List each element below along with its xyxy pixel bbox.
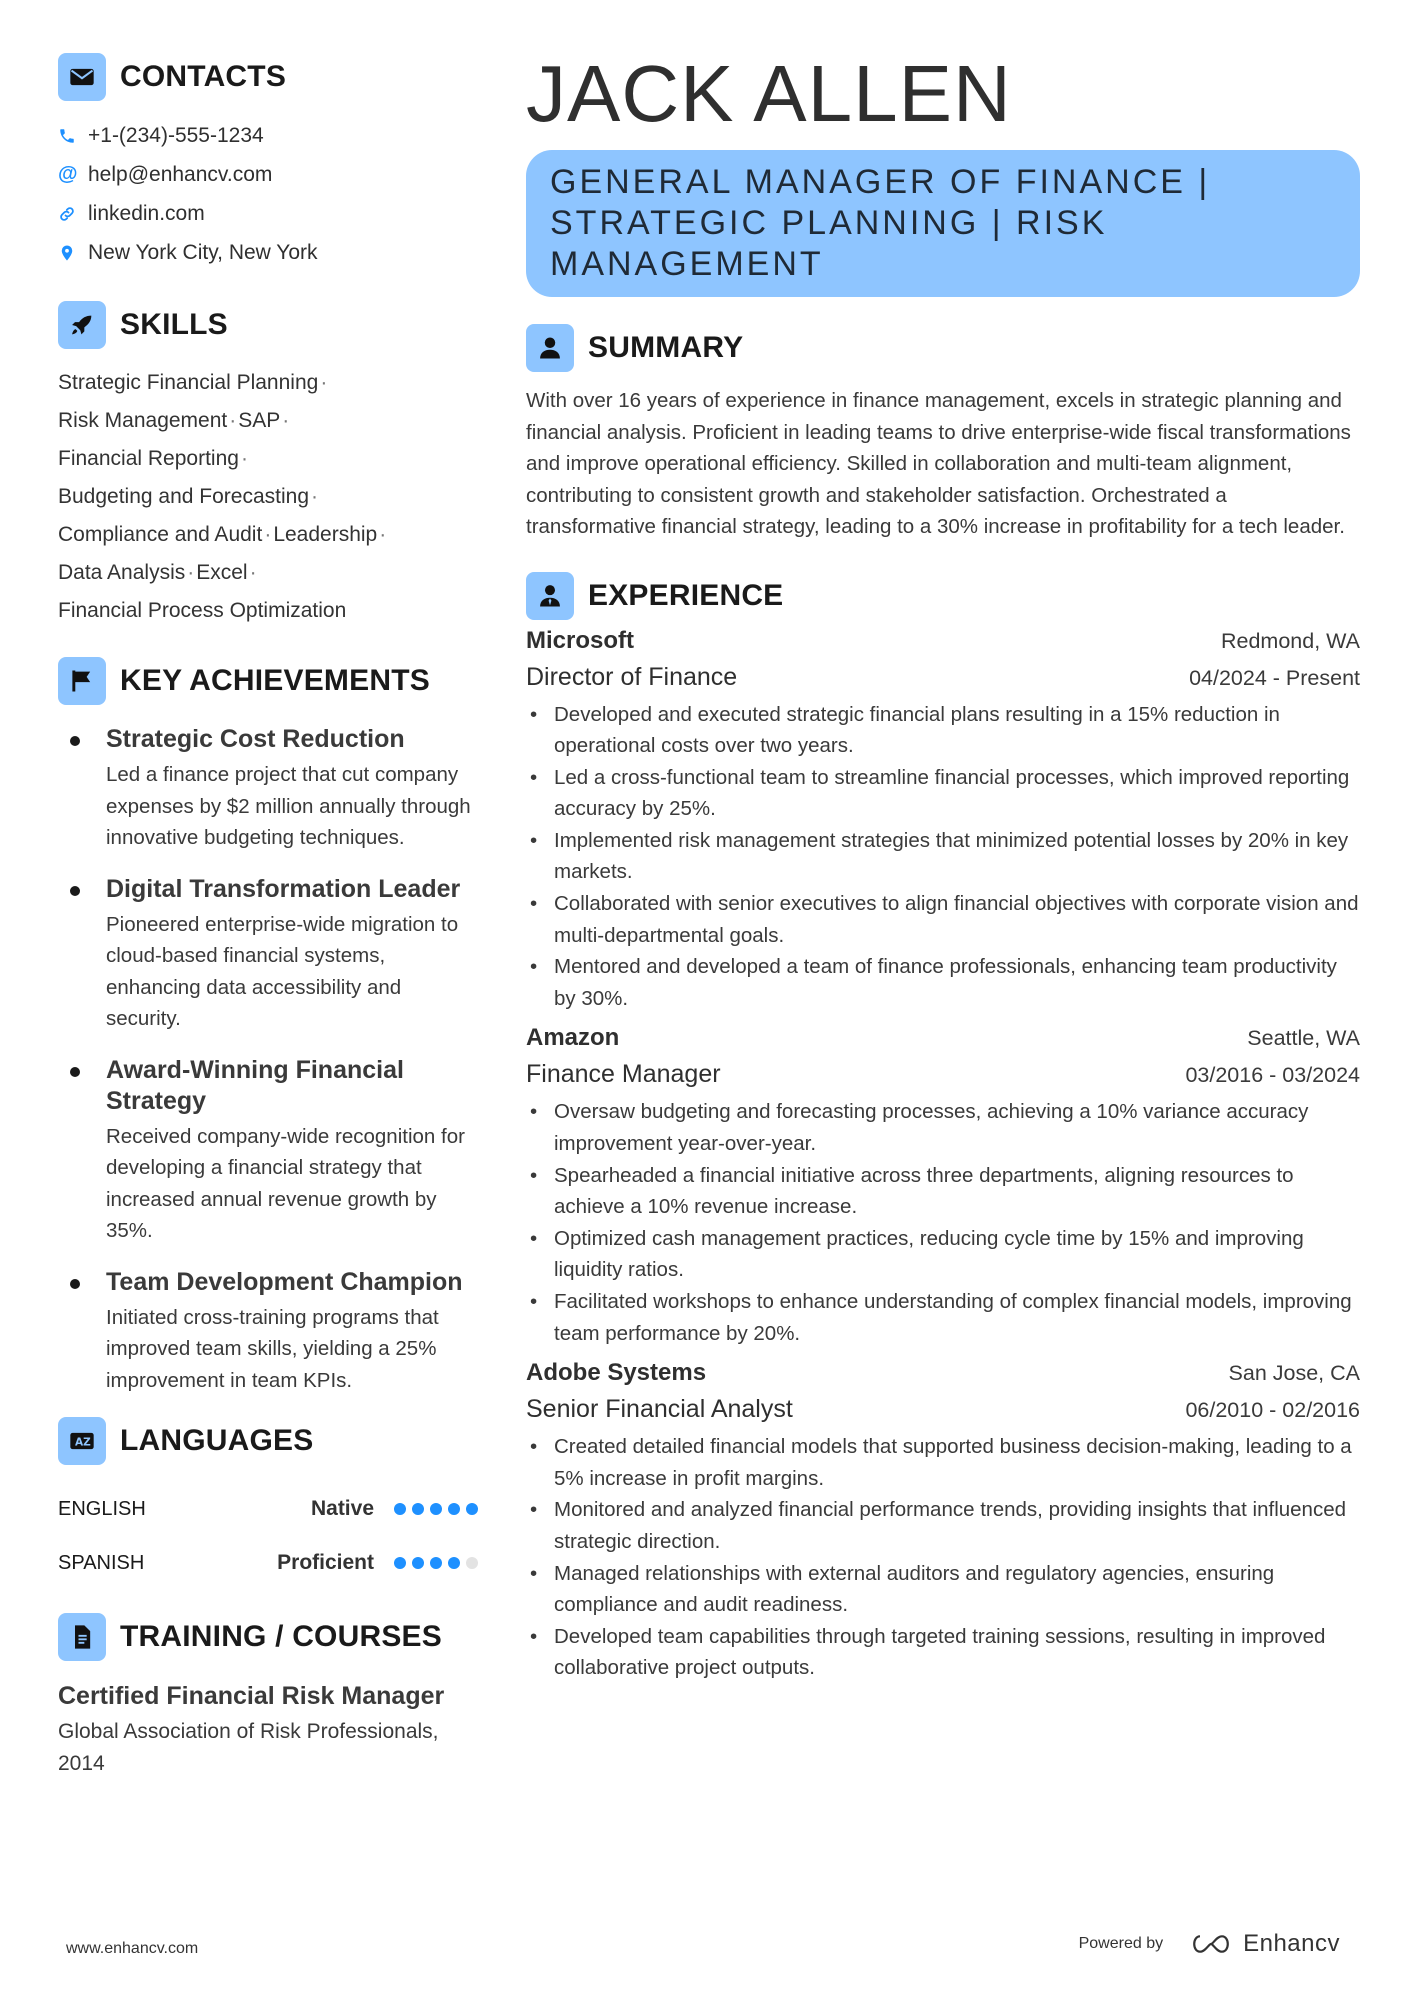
- achievement-title: Strategic Cost Reduction: [106, 725, 405, 753]
- skill-separator: ·: [282, 409, 290, 432]
- at-icon: @: [58, 163, 78, 185]
- language-name: SPANISH: [58, 1551, 145, 1574]
- job-role: Senior Financial Analyst: [526, 1395, 793, 1424]
- skill-separator: ·: [240, 447, 248, 470]
- achievement-item: [58, 874, 478, 1035]
- language-name: ENGLISH: [58, 1497, 146, 1520]
- skill-item: Data Analysis: [58, 561, 186, 584]
- headline-line-3: MANAGEMENT: [550, 245, 824, 283]
- job-dates: 06/2010 - 02/2016: [1185, 1398, 1360, 1423]
- contact-location: [58, 233, 478, 272]
- job-header: [526, 1359, 1360, 1395]
- company-name: Microsoft: [526, 626, 634, 654]
- translate-icon: [58, 1417, 106, 1465]
- bullet-icon: [70, 736, 80, 746]
- language-row: [58, 1536, 478, 1590]
- skill-item: Financial Reporting: [58, 447, 239, 470]
- skill-separator: ·: [249, 561, 257, 584]
- achievement-title: Team Development Champion: [106, 1267, 463, 1296]
- contacts-header: [58, 52, 478, 102]
- job-subheader: [526, 1060, 1360, 1096]
- headline-line-1: GENERAL MANAGER OF FINANCE |: [550, 163, 1211, 201]
- skill-line: [58, 440, 478, 478]
- language-level: Native: [310, 1497, 374, 1520]
- skill-item: Financial Process Optimization: [58, 599, 347, 622]
- skills-header: [58, 300, 478, 350]
- job-bullet: • Monitored and analyzed financial performance trends, providing insights that influenced strategic direction.: [526, 1494, 1360, 1557]
- achievement-desc: Pioneered enterprise-wide migration to cloud-based financial systems, enhancing data accessibility and security.: [106, 912, 459, 1030]
- skills-title: SKILLS: [120, 308, 228, 341]
- skill-item: Risk Management: [58, 409, 228, 432]
- summary-title: SUMMARY: [588, 331, 744, 364]
- skill-item: Compliance and Audit: [58, 523, 263, 546]
- proficiency-dot: [430, 1557, 442, 1569]
- summary-header: [526, 323, 1360, 373]
- job-location: San Jose, CA: [1228, 1361, 1360, 1386]
- achievement-desc: Initiated cross-training programs that improved team skills, yielding a 25% improvement in team KPIs.: [106, 1305, 439, 1392]
- job-bullet: • Mentored and developed a team of finance professionals, enhancing team productivity by 30%.: [526, 951, 1360, 1014]
- skill-line: [58, 402, 478, 440]
- experience-list: [526, 627, 1360, 1684]
- skill-line: [58, 364, 478, 402]
- skill-separator: ·: [229, 409, 237, 432]
- proficiency-dot: [412, 1503, 424, 1515]
- skill-item: Strategic Financial Planning: [58, 371, 319, 394]
- achievement-title: Award-Winning Financial Strategy: [106, 1055, 404, 1115]
- achievements-list: [58, 724, 478, 1396]
- course-title: Certified Financial Risk Manager: [58, 1682, 445, 1710]
- languages-list: [58, 1482, 478, 1590]
- briefcase-person-icon: [526, 572, 574, 620]
- skill-line: [58, 592, 478, 630]
- skill-item: Excel: [196, 561, 248, 584]
- person-icon: [526, 324, 574, 372]
- achievement-desc: Led a finance project that cut company expenses by $2 million annually through innovative budgeting techniques.: [106, 763, 471, 849]
- job-role: Finance Manager: [526, 1060, 721, 1089]
- training-header: [58, 1612, 478, 1662]
- training-item: [58, 1680, 478, 1780]
- skill-item: Leadership: [273, 523, 378, 546]
- language-row: [58, 1482, 478, 1536]
- left-column: [58, 52, 478, 1780]
- skill-separator: ·: [311, 485, 319, 508]
- phone-text: +1-(234)-555-1234: [88, 123, 264, 147]
- job-entry: [526, 627, 1360, 1015]
- skill-line: [58, 516, 478, 554]
- job-bullet: • Led a cross-functional team to streamline financial processes, which improved reporting accuracy by 25%.: [526, 762, 1360, 825]
- proficiency-dot: [394, 1557, 406, 1569]
- proficiency-dot: [394, 1503, 406, 1515]
- envelope-icon: [58, 53, 106, 101]
- languages-title: LANGUAGES: [120, 1424, 314, 1457]
- course-org: Global Association of Risk Professionals, 2014: [58, 1720, 439, 1775]
- document-icon: [58, 1613, 106, 1661]
- job-location: Seattle, WA: [1247, 1026, 1360, 1051]
- training-title: TRAINING / COURSES: [120, 1620, 442, 1653]
- summary-text: With over 16 years of experience in finance management, excels in strategic planning and financial analysis. Proficient in leading teams to drive enterprise-wide fiscal transformations and improve operational efficiency. Skilled in collaboration and multi-team alignment, contributing to consistent growth and stakeholder satisfaction. Orchestrated a transformative financial strategy, leading to a 30% increase in profitability for a tech leader.: [526, 389, 1351, 538]
- job-dates: 03/2016 - 03/2024: [1185, 1063, 1360, 1088]
- job-subheader: [526, 1395, 1360, 1431]
- skill-separator: ·: [320, 371, 328, 394]
- svg-text:A: A: [75, 1436, 84, 1449]
- achievements-header: [58, 656, 478, 706]
- achievement-item: [58, 724, 478, 854]
- contact-phone: [58, 116, 478, 155]
- achievement-title: Digital Transformation Leader: [106, 874, 461, 903]
- candidate-name: JACK ALLEN: [526, 49, 1012, 138]
- contact-email: [58, 155, 478, 194]
- job-bullet: • Spearheaded a financial initiative across three departments, aligning resources to achieve a 10% revenue increase.: [526, 1160, 1360, 1223]
- enhancv-logo-icon: [1189, 1933, 1233, 1955]
- skill-separator: ·: [187, 561, 195, 584]
- right-column: [526, 46, 1360, 1694]
- proficiency-dots: [394, 1503, 478, 1515]
- job-bullets: [526, 699, 1360, 1015]
- job-bullets: [526, 1431, 1360, 1684]
- job-bullet: • Implemented risk management strategies that minimized potential losses by 20% in key markets.: [526, 825, 1360, 888]
- job-bullet: • Facilitated workshops to enhance understanding of complex financial models, improving team performance by 20%.: [526, 1286, 1360, 1349]
- experience-title: EXPERIENCE: [588, 578, 784, 612]
- job-bullets: [526, 1096, 1360, 1349]
- job-subheader: [526, 663, 1360, 699]
- bullet-icon: [70, 1067, 80, 1077]
- job-header: [526, 627, 1360, 663]
- proficiency-dot: [430, 1503, 442, 1515]
- achievement-item: [58, 1055, 478, 1247]
- location-text: New York City, New York: [88, 240, 318, 264]
- proficiency-dot: [448, 1557, 460, 1569]
- job-bullet: • Oversaw budgeting and forecasting processes, achieving a 10% variance accuracy improvement year-over-year.: [526, 1096, 1360, 1159]
- proficiency-dots: [394, 1557, 478, 1569]
- proficiency-dot: [412, 1557, 424, 1569]
- headline-box: [526, 150, 1360, 297]
- achievement-desc: Received company-wide recognition for developing a financial strategy that increased annual revenue growth by 35%.: [106, 1124, 465, 1242]
- phone-icon: [58, 127, 88, 145]
- bullet-icon: [70, 1279, 80, 1289]
- company-name: Adobe Systems: [526, 1359, 707, 1387]
- job-role: Director of Finance: [526, 662, 738, 691]
- bullet-icon: [70, 886, 80, 896]
- job-header: [526, 1024, 1360, 1060]
- skill-line: [58, 478, 478, 516]
- job-bullet: • Developed team capabilities through targeted training sessions, resulting in improved collaborative project outputs.: [526, 1621, 1360, 1684]
- skill-separator: ·: [379, 523, 387, 546]
- skill-item: SAP: [238, 409, 281, 432]
- job-bullet: • Collaborated with senior executives to align financial objectives with corporate vision and multi-departmental goals.: [526, 888, 1360, 951]
- languages-header: [58, 1416, 478, 1466]
- link-icon: [58, 205, 88, 223]
- flag-icon: [58, 657, 106, 705]
- job-bullet: • Optimized cash management practices, reducing cycle time by 15% and improving liquidity ratios.: [526, 1223, 1360, 1286]
- achievement-item: [58, 1267, 478, 1397]
- headline-line-2: STRATEGIC PLANNING | RISK: [550, 204, 1108, 242]
- job-bullet: • Developed and executed strategic financial plans resulting in a 15% reduction in operational costs over two years.: [526, 699, 1360, 762]
- job-dates: 04/2024 - Present: [1189, 665, 1360, 690]
- skill-item: Budgeting and Forecasting: [58, 485, 310, 508]
- job-entry: [526, 1024, 1360, 1349]
- location-pin-icon: [58, 244, 88, 262]
- footer-branding: [1079, 1930, 1340, 1958]
- proficiency-dot: [448, 1503, 460, 1515]
- enhancv-brand: Enhancv: [1243, 1930, 1340, 1957]
- svg-text:Z: Z: [83, 1436, 91, 1449]
- job-location: Redmond, WA: [1220, 628, 1360, 653]
- skill-separator: ·: [264, 523, 272, 546]
- experience-header: [526, 571, 1360, 621]
- linkedin-text[interactable]: linkedin.com: [88, 201, 205, 225]
- powered-by-text: Powered by: [1078, 1935, 1164, 1952]
- contacts-list: [58, 116, 478, 272]
- skill-line: [58, 554, 478, 592]
- language-level: Proficient: [277, 1551, 374, 1574]
- job-bullet: • Created detailed financial models that supported business decision-making, leading to a 5% increase in profit margins.: [526, 1431, 1360, 1494]
- contact-linkedin: [58, 194, 478, 233]
- skills-list: [58, 364, 478, 630]
- company-name: Amazon: [526, 1024, 620, 1052]
- achievements-title: KEY ACHIEVEMENTS: [120, 664, 430, 697]
- footer-website[interactable]: www.enhancv.com: [66, 1940, 199, 1957]
- proficiency-dot: [466, 1503, 478, 1515]
- email-text[interactable]: help@enhancv.com: [88, 162, 273, 186]
- proficiency-dot: [466, 1557, 478, 1569]
- rocket-icon: [58, 301, 106, 349]
- contacts-title: CONTACTS: [120, 60, 287, 93]
- job-entry: [526, 1359, 1360, 1684]
- job-bullet: • Managed relationships with external auditors and regulatory agencies, ensuring compliance and audit readiness.: [526, 1558, 1360, 1621]
